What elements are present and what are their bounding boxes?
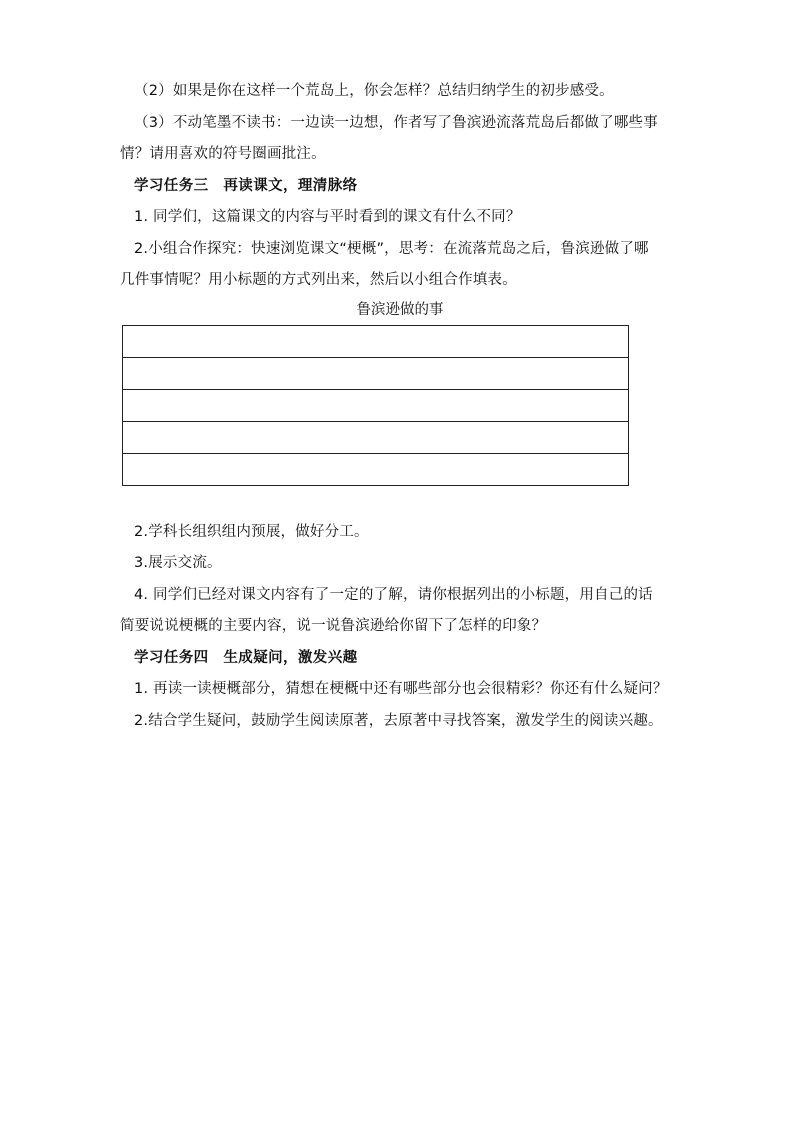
robinson-activities-table (122, 325, 629, 486)
paragraph-item-1: 1. 同学们，这篇课文的内容与平时看到的课文有什么不同？ (134, 209, 521, 225)
table-caption: 鲁滨逊做的事 (356, 302, 444, 318)
paragraph-read-original: 2.结合学生疑问，鼓励学生阅读原著，去原著中寻找答案，激发学生的阅读兴趣。 (134, 713, 663, 729)
table-row (123, 326, 629, 358)
table-row (123, 422, 629, 454)
paragraph-question-2: （2）如果是你在这样一个荒岛上，你会怎样？总结归纳学生的初步感受。 (134, 83, 614, 99)
paragraph-item-2-line1: 2.小组合作探究：快速浏览课文“梗概”，思考：在流落荒岛之后，鲁滨逊做了哪 (134, 241, 649, 257)
paragraph-subject-leader: 2.学科长组织组内预展，做好分工。 (134, 524, 369, 540)
paragraph-show-exchange: 3.展示交流。 (134, 555, 222, 571)
paragraph-item-2-line2: 几件事情呢？用小标题的方式列出来，然后以小组合作填表。 (120, 272, 517, 288)
paragraph-question-3-line2: 情？请用喜欢的符号圈画批注。 (120, 146, 326, 162)
task-three-heading: 学习任务三 再读课文，理清脉络 (134, 178, 358, 194)
table-cell[interactable] (123, 358, 629, 390)
table-row (123, 390, 629, 422)
table-row (123, 358, 629, 390)
task-four-heading: 学习任务四 生成疑问，激发兴趣 (134, 650, 358, 666)
paragraph-question-3-line1: （3）不动笔墨不读书：一边读一边想，作者写了鲁滨逊流落荒岛后都做了哪些事 (134, 115, 658, 131)
paragraph-item-4-line2: 简要说说梗概的主要内容，说一说鲁滨逊给你留下了怎样的印象？ (120, 618, 547, 634)
paragraph-item-4-line1: 4. 同学们已经对课文内容有了一定的了解，请你根据列出的小标题，用自己的话 (134, 587, 653, 603)
paragraph-reread: 1. 再读一读梗概部分，猜想在梗概中还有哪些部分也会很精彩？你还有什么疑问？ (134, 681, 668, 697)
table-cell[interactable] (123, 390, 629, 422)
table-cell[interactable] (123, 326, 629, 358)
table-cell[interactable] (123, 422, 629, 454)
table-row (123, 454, 629, 486)
table-cell[interactable] (123, 454, 629, 486)
